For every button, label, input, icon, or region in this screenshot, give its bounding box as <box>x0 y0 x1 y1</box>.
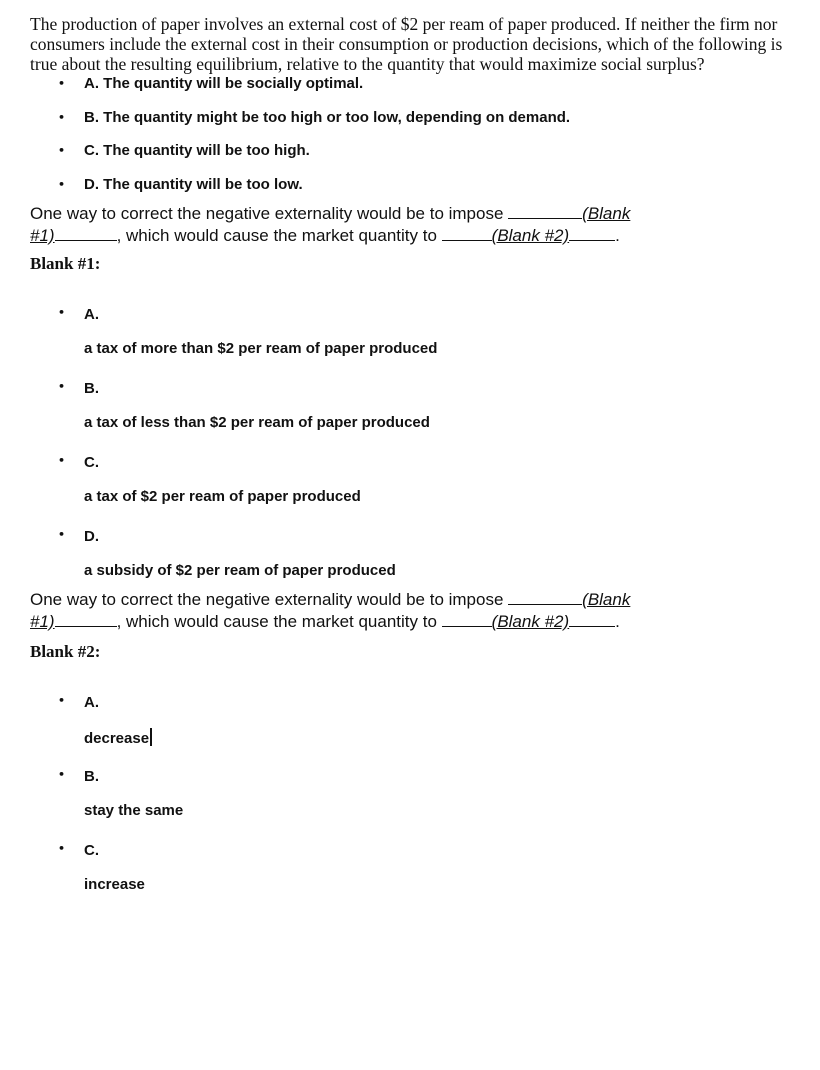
blank1-link[interactable]: #1) <box>30 226 55 245</box>
fill-text-end: . <box>615 226 620 245</box>
question-text: The production of paper involves an external cost of $2 per ream of paper produced. If neither the firm nor consumers include the external cost in their consumption or production decisions, which of the following is true about the resulting equilibrium, relative to the quantity that would maximize social surplus? <box>30 14 783 74</box>
option-text <box>84 728 790 748</box>
bullet-icon: • <box>58 110 66 124</box>
option-label: D. The quantity will be too low. <box>84 175 303 193</box>
option-text: a tax of $2 per ream of paper produced <box>84 488 361 505</box>
option-letter: C. <box>84 842 99 859</box>
blank-underline <box>442 224 492 241</box>
option-letter: A. <box>84 694 99 711</box>
blank-underline <box>55 610 117 627</box>
blank1-link[interactable]: (Blank <box>582 204 631 223</box>
bullet-icon: • <box>58 768 66 781</box>
blank2-link[interactable]: (Blank #2) <box>491 612 570 631</box>
fill-in-sentence <box>30 202 670 246</box>
blank-underline <box>442 610 492 627</box>
question-options <box>30 74 790 208</box>
text-cursor <box>150 728 152 746</box>
fill-text-end: . <box>615 612 620 631</box>
blank-underline <box>55 224 117 241</box>
option-letter: B. <box>84 768 99 785</box>
blank-underline <box>569 224 615 241</box>
blank1-link[interactable]: #1) <box>30 612 55 631</box>
option-letter: A. <box>84 306 99 323</box>
blank-underline <box>569 610 615 627</box>
option-label: A. The quantity will be socially optimal. <box>84 75 364 92</box>
option-text: a subsidy of $2 per ream of paper produced <box>84 562 396 579</box>
document-page <box>30 14 790 916</box>
option-letter: C. <box>84 454 99 471</box>
fill-in-sentence <box>30 588 670 632</box>
option-b[interactable] <box>30 108 790 142</box>
option-text: a tax of more than $2 per ream of paper produced <box>84 340 438 357</box>
blank1-option-b[interactable] <box>30 380 790 454</box>
blank2-options <box>30 694 790 916</box>
option-a[interactable] <box>30 74 790 108</box>
bullet-icon: • <box>58 842 66 855</box>
fill-text-part1: One way to correct the negative externality would be to impose <box>30 590 504 609</box>
bullet-icon: • <box>58 694 66 707</box>
option-c[interactable] <box>30 141 790 175</box>
fill-text-part2: , which would cause the market quantity to <box>116 612 437 631</box>
option-letter: D. <box>84 528 99 545</box>
blank1-option-c[interactable] <box>30 454 790 528</box>
option-text-value: decrease <box>84 730 150 747</box>
blank2-option-c[interactable] <box>30 842 790 916</box>
blank1-options <box>30 306 790 588</box>
blank1-heading: Blank #1: <box>30 254 101 273</box>
fill-text-part2: , which would cause the market quantity to <box>116 226 437 245</box>
blank1-link[interactable]: (Blank <box>582 590 631 609</box>
blank1-option-a[interactable] <box>30 306 790 380</box>
bullet-icon: • <box>58 454 66 467</box>
bullet-icon: • <box>58 380 66 393</box>
blank2-heading: Blank #2: <box>30 642 101 661</box>
fill-text-part1: One way to correct the negative externality would be to impose <box>30 204 504 223</box>
blank2-option-b[interactable] <box>30 768 790 842</box>
blank1-option-d[interactable] <box>30 528 790 588</box>
bullet-icon: • <box>58 77 66 90</box>
option-letter: B. <box>84 380 99 397</box>
bullet-icon: • <box>58 306 66 319</box>
blank2-link[interactable]: (Blank #2) <box>491 226 570 245</box>
bullet-icon: • <box>58 528 66 541</box>
option-label: B. The quantity might be too high or too low, depending on demand. <box>84 108 571 126</box>
option-text: a tax of less than $2 per ream of paper produced <box>84 414 430 431</box>
option-text: increase <box>84 876 145 893</box>
bullet-icon: • <box>58 177 66 191</box>
blank-underline <box>508 202 582 219</box>
blank2-option-a[interactable] <box>30 694 790 768</box>
blank-underline <box>508 588 582 605</box>
option-label: C. The quantity will be too high. <box>84 142 310 159</box>
option-text: stay the same <box>84 802 184 819</box>
bullet-icon: • <box>58 144 66 157</box>
